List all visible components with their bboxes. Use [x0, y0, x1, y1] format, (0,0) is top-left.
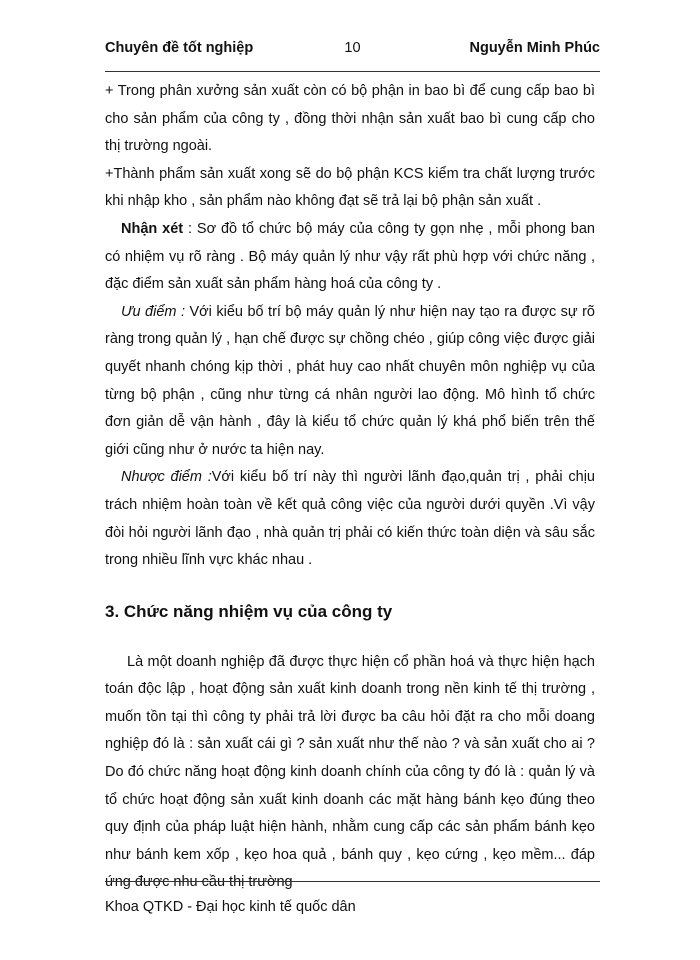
remarks-text: : Sơ đồ tổ chức bộ máy của công ty gọn nhẹ , mỗi phong ban có nhiệm vụ rõ ràng . Bộ máy quản lý như vậy rất phù hợp với chức năng , đặc điểm sản xuất sản phẩm hàng hoá của công ty . [105, 220, 595, 293]
disadvantages-label: Nhược điểm : [121, 469, 212, 486]
header-rule [105, 71, 600, 72]
paragraph-advantages [105, 299, 595, 465]
remarks-label: Nhận xét [121, 220, 184, 237]
paragraph-remarks [105, 216, 595, 299]
disadvantages-text: Với kiểu bố trí này thì người lãnh đạo,quản trị , phải chịu trách nhiệm hoàn toàn về kết quả công việc của người dưới quyền .Vì vậy đòi hỏi người lãnh đạo , nhà quản trị phải có kiến thức toàn diện và sâu sắc trong nhiều lĩnh vực khác nhau . [105, 469, 595, 569]
header-author: Nguyễn Minh Phúc [469, 40, 600, 56]
paragraph-disadvantages [105, 464, 595, 574]
paragraph-printing-workshop: + Trong phân xưởng sản xuất còn có bộ phận in bao bì để cung cấp bao bì cho sản phẩm của công ty , đồng thời nhận sản xuất bao bì cung cấp cho thị trường ngoài. [105, 83, 595, 155]
paragraph-finished-products: +Thành phẩm sản xuất xong sẽ do bộ phận KCS kiểm tra chất lượng trước khi nhập kho , sản phẩm nào không đạt sẽ trả lại bộ phận sản xuất . [105, 165, 595, 210]
header-title: Chuyên đề tốt nghiệp [105, 40, 254, 56]
section-heading: 3. Chức năng nhiệm vụ của công ty [105, 601, 393, 621]
document-body [105, 78, 595, 897]
paragraph-functions: Là một doanh nghiệp đã được thực hiện cổ phần hoá và thực hiện hạch toán độc lập , hoạt động sản xuất kinh doanh trong nền kinh tế thị trường , muốn tồn tại thì công ty phải trả lời được ba câu hỏi đặt ra cho mỗi doang nghiệp đó là : sản xuất cái gì ? sản xuất như thế nào ? và sản xuất cho ai ? Do đó chức năng hoạt động kinh doanh chính của công ty đó là : quản lý và tổ chức hoạt động sản xuất kinh doanh các mặt hàng bánh kẹo đúng theo quy định của pháp luật hiện hành, nhằm cung cấp các sản phẩm bánh kẹo như bánh kem xốp , kẹo hoa quả , bánh quy , kẹo cứng , kẹo mềm... đáp ứng được nhu cầu thị trường [105, 653, 595, 891]
advantages-text: Với kiểu bố trí bộ máy quản lý như hiện nay tạo ra được sự rõ ràng trong quản lý , hạn chế được sự chồng chéo , giúp công việc được giải quyết nhanh chóng kịp thời , phát huy cao nhất chuyên môn nghiệp vụ của từng bộ phận , cũng như từng cá nhân người lao động. Mô hình tổ chức đơn giản dễ vận hành , đây là kiểu tổ chức quản lý khá phổ biến trên thế giới cũng như ở nước ta hiện nay. [105, 303, 596, 458]
footer-rule [105, 881, 600, 882]
page-footer: Khoa QTKD - Đại học kinh tế quốc dân [105, 899, 356, 915]
page-number: 10 [344, 40, 361, 56]
page-header [105, 40, 600, 64]
advantages-label: Ưu điểm : [121, 303, 185, 320]
